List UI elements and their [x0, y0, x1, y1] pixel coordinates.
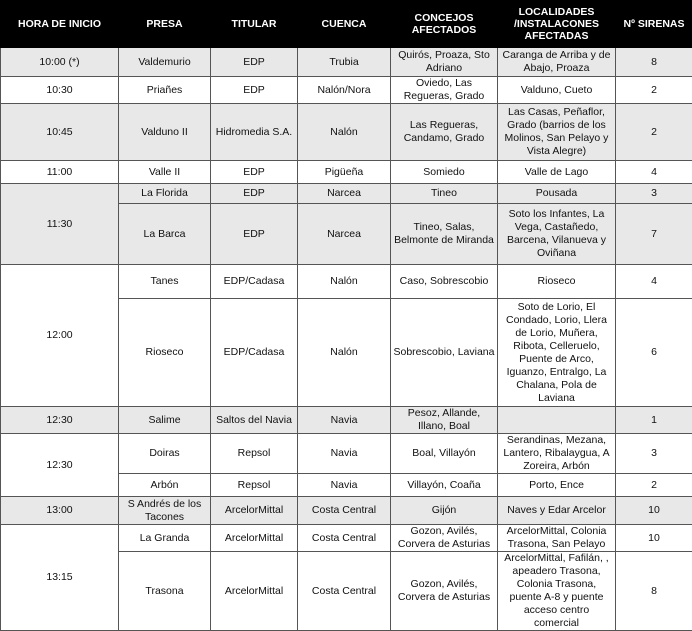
table-row — [1, 497, 692, 525]
localities-cell: Porto, Ence — [498, 474, 616, 497]
owner-cell: Repsol — [211, 474, 298, 497]
table-header — [1, 1, 692, 48]
localities-cell: Las Casas, Peñaflor, Grado (barrios de los Molinos, San Pelayo y Vista Alegre) — [498, 104, 616, 161]
table-row — [1, 525, 692, 552]
table-row — [1, 265, 692, 299]
councils-cell: Sobrescobio, Laviana — [391, 299, 498, 407]
basin-cell: Navia — [298, 474, 391, 497]
dam-name-cell: Valle II — [119, 161, 211, 184]
councils-cell: Gozon, Avilés, Corvera de Asturias — [391, 525, 498, 552]
localities-cell: Soto de Lorio, El Condado, Lorio, Llera de Lorio, Muñera, Ribota, Celleruelo, Puente de Arco, Iguanzo, Entralgo, La Chalana, Pola de Laviana — [498, 299, 616, 407]
start-time-cell: 12:30 — [1, 434, 119, 497]
table-row — [1, 48, 692, 77]
start-time-cell: 10:00 (*) — [1, 48, 119, 77]
table-row — [1, 407, 692, 434]
header-hora-inicio: HORA DE INICIO — [1, 1, 119, 48]
owner-cell: ArcelorMittal — [211, 497, 298, 525]
owner-cell: EDP/Cadasa — [211, 299, 298, 407]
table-row — [1, 104, 692, 161]
localities-cell: Soto los Infantes, La Vega, Castañedo, Barcena, Vilanueva y Oviñana — [498, 204, 616, 265]
councils-cell: Oviedo, Las Regueras, Grado — [391, 77, 498, 104]
start-time-cell: 13:15 — [1, 525, 119, 631]
sirens-count-cell: 8 — [616, 552, 692, 631]
owner-cell: Hidromedia S.A. — [211, 104, 298, 161]
header-presa: PRESA — [119, 1, 211, 48]
dam-name-cell: Tanes — [119, 265, 211, 299]
basin-cell: Costa Central — [298, 525, 391, 552]
councils-cell: Somiedo — [391, 161, 498, 184]
owner-cell: EDP — [211, 161, 298, 184]
owner-cell: EDP — [211, 204, 298, 265]
table-row — [1, 161, 692, 184]
sirens-count-cell: 4 — [616, 161, 692, 184]
sirens-count-cell: 3 — [616, 434, 692, 474]
dam-name-cell: Valdemurio — [119, 48, 211, 77]
table-row — [1, 184, 692, 204]
basin-cell: Costa Central — [298, 497, 391, 525]
sirens-count-cell: 2 — [616, 104, 692, 161]
basin-cell: Nalón/Nora — [298, 77, 391, 104]
header-titular: TITULAR — [211, 1, 298, 48]
localities-cell: ArcelorMittal, Colonia Trasona, San Pelayo — [498, 525, 616, 552]
owner-cell: ArcelorMittal — [211, 525, 298, 552]
sirens-count-cell: 1 — [616, 407, 692, 434]
owner-cell: Repsol — [211, 434, 298, 474]
basin-cell: Pigüeña — [298, 161, 391, 184]
header-row — [1, 1, 692, 48]
localities-cell — [498, 407, 616, 434]
basin-cell: Navia — [298, 407, 391, 434]
localities-cell: Valduno, Cueto — [498, 77, 616, 104]
header-cuenca: CUENCA — [298, 1, 391, 48]
basin-cell: Nalón — [298, 265, 391, 299]
sirens-count-cell: 3 — [616, 184, 692, 204]
basin-cell: Navia — [298, 434, 391, 474]
owner-cell: EDP — [211, 48, 298, 77]
sirens-count-cell: 6 — [616, 299, 692, 407]
basin-cell: Trubia — [298, 48, 391, 77]
localities-cell: Valle de Lago — [498, 161, 616, 184]
sirens-count-cell: 4 — [616, 265, 692, 299]
localities-cell: Serandinas, Mezana, Lantero, Ribalaygua, A Zoreira, Arbón — [498, 434, 616, 474]
dam-name-cell: Doiras — [119, 434, 211, 474]
localities-cell: Naves y Edar Arcelor — [498, 497, 616, 525]
localities-cell: Caranga de Arriba y de Abajo, Proaza — [498, 48, 616, 77]
table-row — [1, 77, 692, 104]
sirens-count-cell: 7 — [616, 204, 692, 265]
table-body — [1, 48, 692, 631]
councils-cell: Quirós, Proaza, Sto Adriano — [391, 48, 498, 77]
owner-cell: EDP/Cadasa — [211, 265, 298, 299]
basin-cell: Nalón — [298, 104, 391, 161]
sirens-count-cell: 2 — [616, 77, 692, 104]
sirens-count-cell: 10 — [616, 497, 692, 525]
start-time-cell: 12:30 — [1, 407, 119, 434]
localities-cell: ArcelorMittal, Fafilán, , apeadero Trasona, Colonia Trasona, puente A-8 y puente acceso centro comercial — [498, 552, 616, 631]
councils-cell: Gijón — [391, 497, 498, 525]
start-time-cell: 13:00 — [1, 497, 119, 525]
councils-cell: Tineo, Salas, Belmonte de Miranda — [391, 204, 498, 265]
owner-cell: Saltos del Navia — [211, 407, 298, 434]
dam-name-cell: La Florida — [119, 184, 211, 204]
councils-cell: Boal, Villayón — [391, 434, 498, 474]
table-row — [1, 434, 692, 474]
councils-cell: Pesoz, Allande, Illano, Boal — [391, 407, 498, 434]
councils-cell: Caso, Sobrescobio — [391, 265, 498, 299]
owner-cell: EDP — [211, 77, 298, 104]
sirens-count-cell: 10 — [616, 525, 692, 552]
dam-name-cell: S Andrés de los Tacones — [119, 497, 211, 525]
councils-cell: Villayón, Coaña — [391, 474, 498, 497]
councils-cell: Tineo — [391, 184, 498, 204]
start-time-cell: 10:45 — [1, 104, 119, 161]
dam-name-cell: Valduno II — [119, 104, 211, 161]
dam-name-cell: Salime — [119, 407, 211, 434]
owner-cell: ArcelorMittal — [211, 552, 298, 631]
owner-cell: EDP — [211, 184, 298, 204]
dam-name-cell: Rioseco — [119, 299, 211, 407]
header-sirenas: Nº SIRENAS — [616, 1, 692, 48]
start-time-cell: 11:30 — [1, 184, 119, 265]
localities-cell: Pousada — [498, 184, 616, 204]
dam-name-cell: La Granda — [119, 525, 211, 552]
basin-cell: Narcea — [298, 184, 391, 204]
councils-cell: Las Regueras, Candamo, Grado — [391, 104, 498, 161]
dam-name-cell: Priañes — [119, 77, 211, 104]
dam-name-cell: La Barca — [119, 204, 211, 265]
start-time-cell: 11:00 — [1, 161, 119, 184]
sirens-count-cell: 8 — [616, 48, 692, 77]
dam-name-cell: Trasona — [119, 552, 211, 631]
localities-cell: Rioseco — [498, 265, 616, 299]
sirens-count-cell: 2 — [616, 474, 692, 497]
basin-cell: Costa Central — [298, 552, 391, 631]
dam-name-cell: Arbón — [119, 474, 211, 497]
header-concejos: CONCEJOS AFECTADOS — [391, 1, 498, 48]
start-time-cell: 12:00 — [1, 265, 119, 407]
header-localidades: LOCALIDADES /INSTALACONES AFECTADAS — [498, 1, 616, 48]
start-time-cell: 10:30 — [1, 77, 119, 104]
basin-cell: Nalón — [298, 299, 391, 407]
basin-cell: Narcea — [298, 204, 391, 265]
councils-cell: Gozon, Avilés, Corvera de Asturias — [391, 552, 498, 631]
